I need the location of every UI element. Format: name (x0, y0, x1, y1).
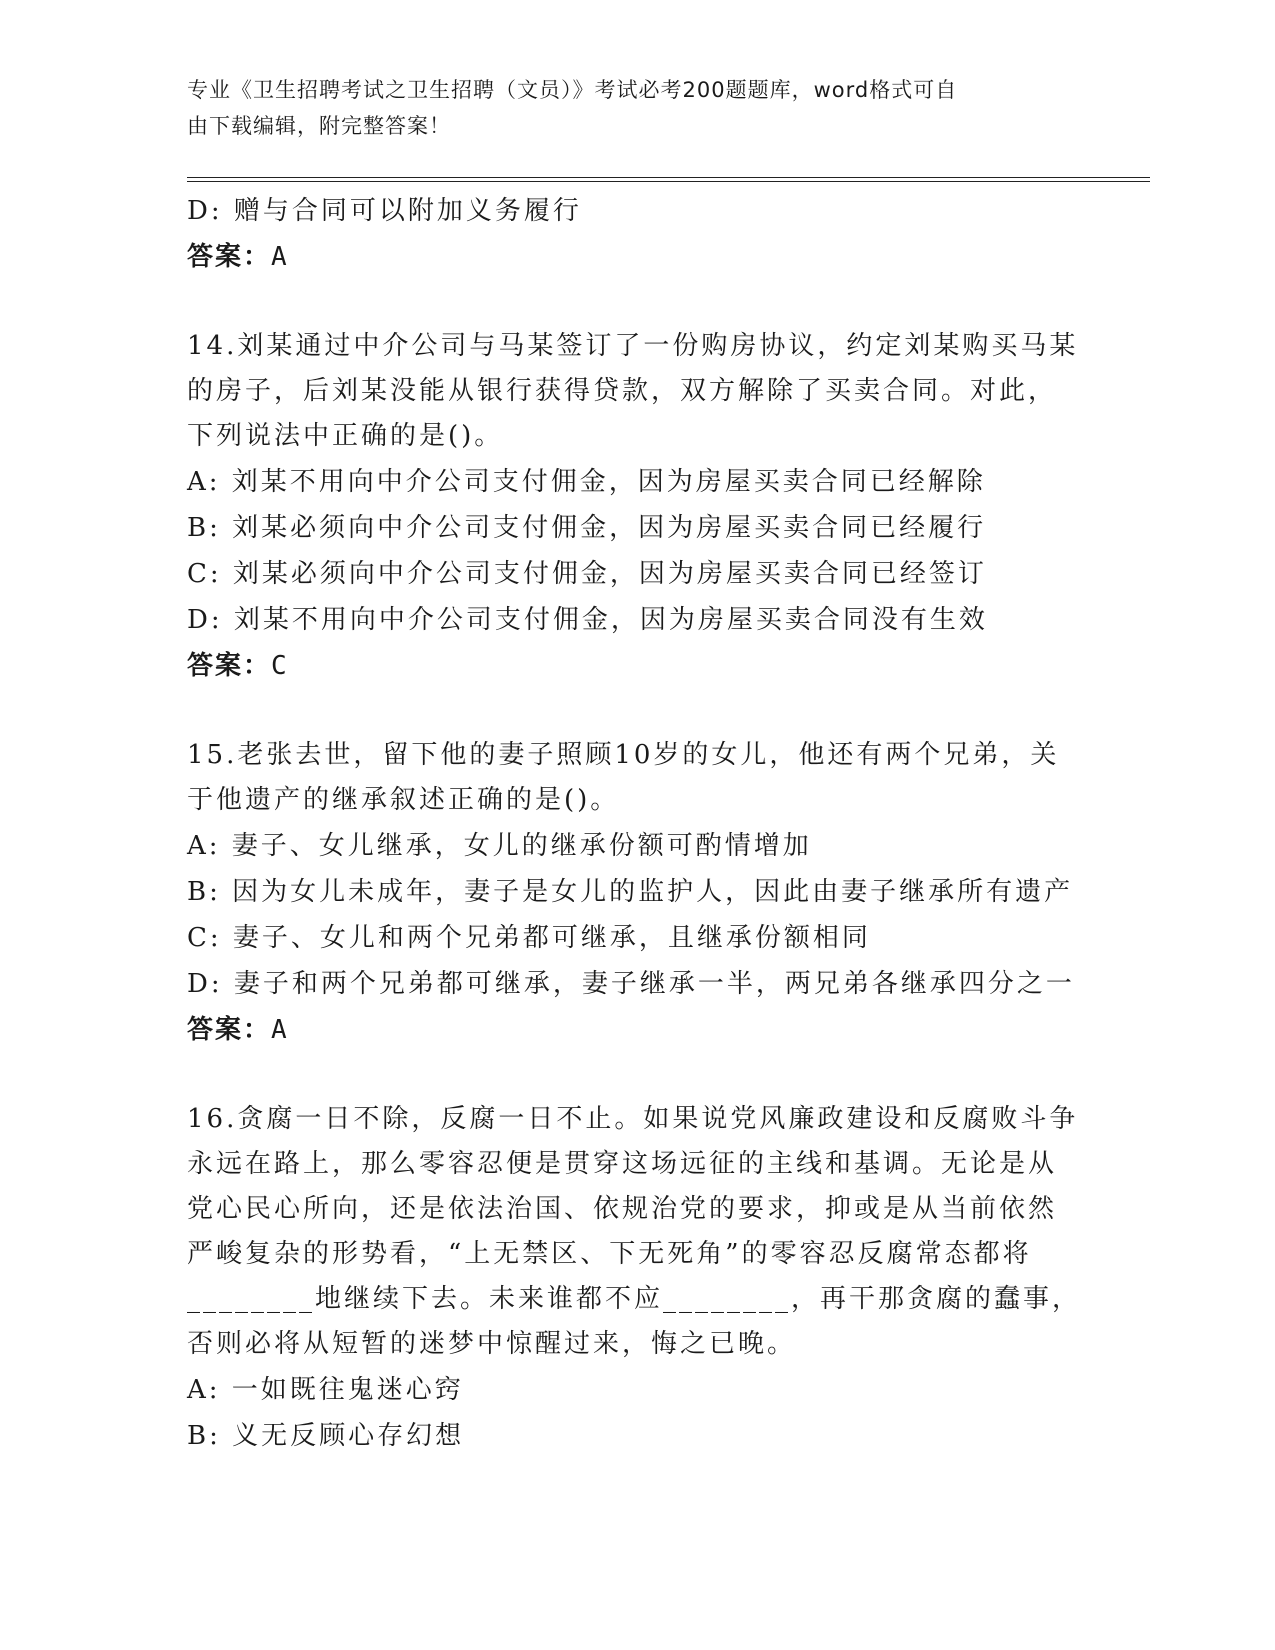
question-text-line: ________地继续下去。未来谁都不应________，再干那贪腐的蠢事， (187, 1284, 1082, 1314)
option-a: A: 刘某不用向中介公司支付佣金，因为房屋买卖合同已经解除 (187, 467, 986, 497)
question-text-line: 下列说法中正确的是()。 (187, 421, 504, 451)
option-d: D: 刘某不用向中介公司支付佣金，因为房屋买卖合同没有生效 (187, 605, 988, 635)
option-b: B: 刘某必须向中介公司支付佣金，因为房屋买卖合同已经履行 (187, 513, 987, 543)
question-text-line: 否则必将从短暂的迷梦中惊醒过来，悔之已晚。 (187, 1329, 797, 1359)
answer-label: 答案： (187, 651, 272, 681)
spacer (187, 280, 1097, 324)
spacer (187, 1053, 1097, 1097)
option-c: C: 妻子、女儿和两个兄弟都可继承，且继承份额相同 (187, 923, 871, 953)
option-c: C: 刘某必须向中介公司支付佣金，因为房屋买卖合同已经签订 (187, 559, 987, 589)
document-body (187, 188, 1097, 1459)
page-header (187, 72, 1077, 144)
option-d: D: 赠与合同可以附加义务履行 (187, 196, 582, 226)
question-16 (187, 1097, 1097, 1459)
header-line-1: 专业《卫生招聘考试之卫生招聘（文员）》考试必考200题题库，word格式可自 (187, 78, 958, 102)
answer-line (187, 643, 1097, 689)
option-b: B: 义无反顾心存幻想 (187, 1421, 465, 1451)
prev-question-tail (187, 188, 1097, 280)
option-b: B: 因为女儿未成年，妻子是女儿的监护人，因此由妻子继承所有遗产 (187, 877, 1074, 907)
option-a: A: 妻子、女儿继承，女儿的继承份额可酌情增加 (187, 831, 812, 861)
spacer (187, 689, 1097, 733)
question-text-line: 党心民心所向，还是依法治国、依规治党的要求，抑或是从当前依然 (187, 1194, 1058, 1224)
question-text-line: 的房子，后刘某没能从银行获得贷款，双方解除了买卖合同。对此， (187, 376, 1058, 406)
option-a: A: 一如既往鬼迷心窍 (187, 1375, 464, 1405)
answer-value: A (271, 242, 289, 272)
answer-value: A (271, 1015, 289, 1045)
question-14 (187, 324, 1097, 689)
answer-label: 答案： (187, 1015, 272, 1045)
option-d: D: 妻子和两个兄弟都可继承，妻子继承一半，两兄弟各继承四分之一 (187, 969, 1075, 999)
answer-line (187, 1007, 1097, 1053)
question-text-line: 16.贪腐一日不除，反腐一日不止。如果说党风廉政建设和反腐败斗争 (187, 1104, 1079, 1134)
header-divider (187, 177, 1150, 182)
answer-value: C (271, 651, 289, 681)
question-text-line: 永远在路上，那么零容忍便是贯穿这场远征的主线和基调。无论是从 (187, 1149, 1058, 1179)
question-15 (187, 733, 1097, 1053)
question-text-line: 14.刘某通过中介公司与马某签订了一份购房协议，约定刘某购买马某 (187, 331, 1079, 361)
question-text-line: 严峻复杂的形势看，“上无禁区、下无死角”的零容忍反腐常态都将 (187, 1239, 1032, 1269)
answer-label: 答案： (187, 242, 272, 272)
question-text-line: 15.老张去世，留下他的妻子照顾10岁的女儿，他还有两个兄弟，关 (187, 740, 1060, 770)
question-text-line: 于他遗产的继承叙述正确的是()。 (187, 785, 620, 815)
answer-line (187, 234, 1097, 280)
header-line-2: 由下载编辑，附完整答案！ (187, 114, 451, 138)
